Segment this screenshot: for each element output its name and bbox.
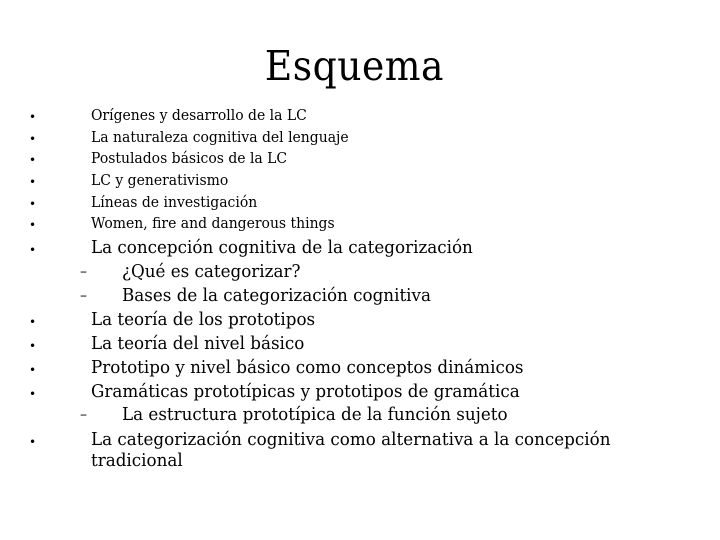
bullet: • (29, 339, 37, 353)
list-item-text: La teoría del nivel básico (91, 333, 305, 354)
list-item-text: La naturaleza cognitiva del lenguaje (91, 128, 349, 146)
list-item-text: La teoría de los prototipos (91, 309, 316, 330)
list-item-text: La categorización cognitiva como alternativa a la concepción (91, 429, 611, 450)
list-item-text: Líneas de investigación (91, 193, 258, 211)
bullet: • (29, 243, 37, 257)
list-item-text: LC y generativismo (91, 171, 229, 189)
list-item-text: tradicional (91, 450, 183, 471)
sub-list-item-text: La estructura prototípica de la función sujeto (122, 404, 508, 425)
bullet: • (29, 175, 37, 189)
list-item-text: Orígenes y desarrollo de la LC (91, 106, 307, 124)
list-item-text: Women, fire and dangerous things (91, 214, 335, 232)
sub-list-item-text: ¿Qué es categorizar? (122, 261, 301, 282)
bullet: • (29, 315, 37, 329)
bullet: • (29, 363, 37, 377)
slide-title: Esquema (264, 42, 444, 90)
bullet: • (29, 153, 37, 167)
bullet: • (29, 197, 37, 211)
bullet: • (29, 218, 37, 232)
bullet: • (29, 132, 37, 146)
bullet: • (29, 435, 37, 449)
list-item-text: Gramáticas prototípicas y prototipos de gramática (91, 381, 520, 402)
bullet: • (29, 110, 37, 124)
list-item-text: Prototipo y nivel básico como conceptos dinámicos (91, 357, 524, 378)
bullet: • (29, 387, 37, 401)
dash: – (80, 264, 87, 280)
dash: – (80, 407, 87, 423)
list-item-text: Postulados básicos de la LC (91, 149, 288, 167)
sub-list-item-text: Bases de la categorización cognitiva (122, 285, 431, 306)
list-item-text: La concepción cognitiva de la categorización (91, 237, 473, 258)
dash: – (80, 288, 87, 304)
